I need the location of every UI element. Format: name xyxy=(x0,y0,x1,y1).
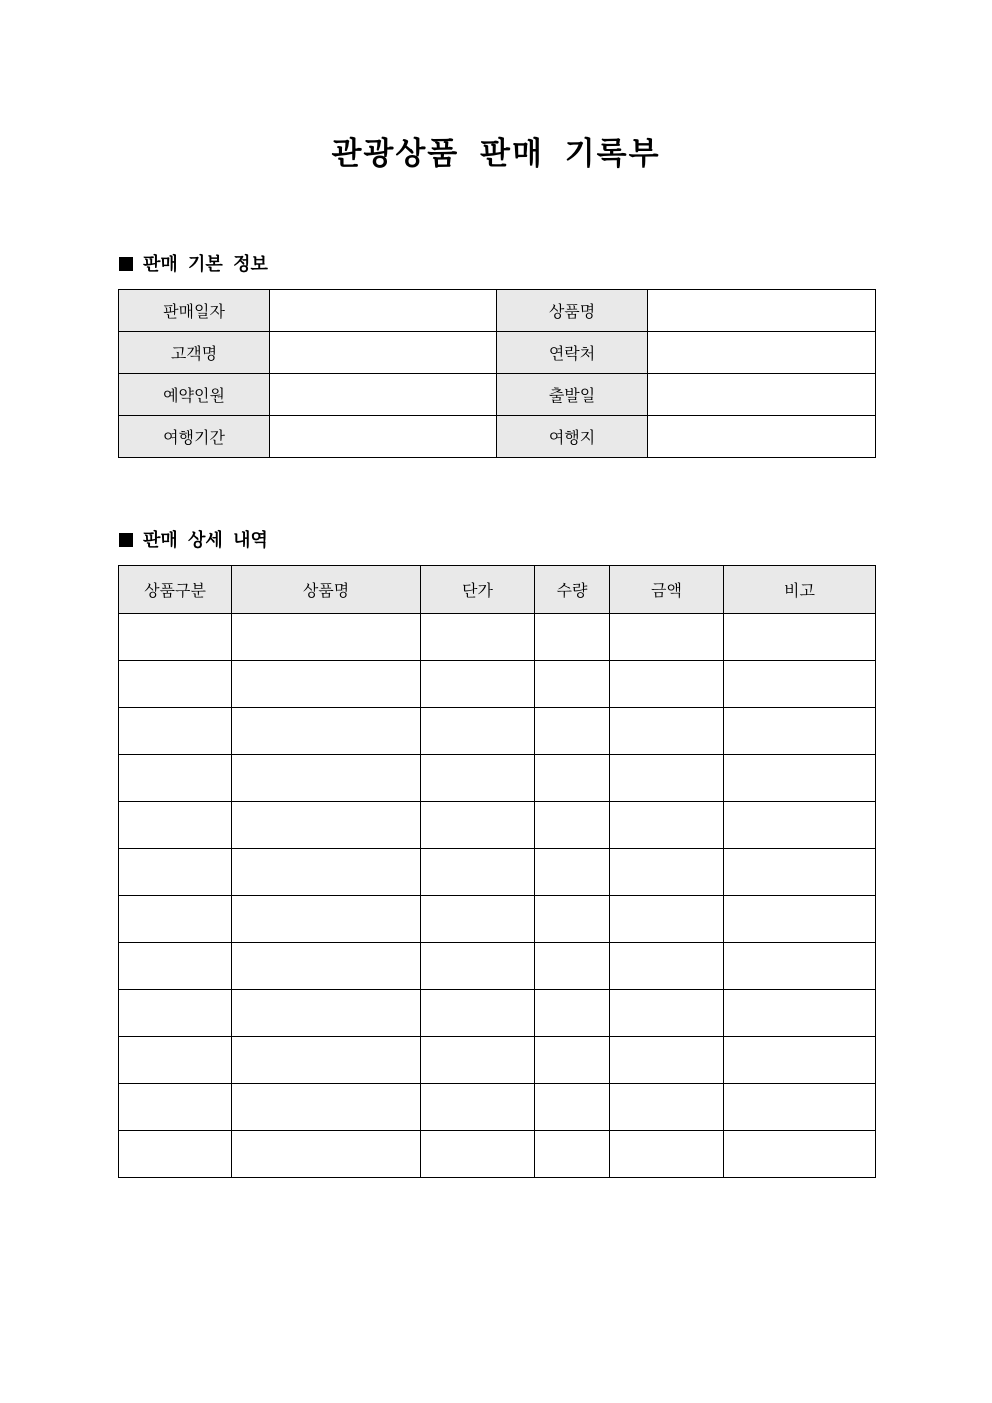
detail-column-header: 상품명 xyxy=(232,566,421,614)
detail-cell[interactable] xyxy=(119,1037,232,1084)
detail-cell[interactable] xyxy=(535,896,610,943)
basic-info-value-field[interactable] xyxy=(270,416,497,458)
detail-cell[interactable] xyxy=(232,614,421,661)
detail-cell[interactable] xyxy=(610,1037,724,1084)
detail-cell[interactable] xyxy=(724,896,876,943)
basic-info-row xyxy=(119,416,876,458)
basic-info-value-field[interactable] xyxy=(648,290,876,332)
detail-cell[interactable] xyxy=(119,990,232,1037)
basic-info-row xyxy=(119,290,876,332)
basic-info-row xyxy=(119,374,876,416)
detail-cell[interactable] xyxy=(724,1131,876,1178)
table-row xyxy=(119,896,876,943)
detail-cell[interactable] xyxy=(535,755,610,802)
document-title: 관광상품 판매 기록부 xyxy=(331,136,661,172)
detail-cell[interactable] xyxy=(535,802,610,849)
detail-cell[interactable] xyxy=(535,1084,610,1131)
detail-heading xyxy=(119,529,268,553)
detail-cell[interactable] xyxy=(535,1037,610,1084)
detail-cell[interactable] xyxy=(421,802,535,849)
table-row xyxy=(119,802,876,849)
basic-info-label: 여행지 xyxy=(497,416,648,458)
table-row xyxy=(119,708,876,755)
basic-info-label: 출발일 xyxy=(497,374,648,416)
detail-cell[interactable] xyxy=(119,661,232,708)
detail-cell[interactable] xyxy=(119,1084,232,1131)
detail-cell[interactable] xyxy=(535,661,610,708)
basic-info-heading-text: 판매 기본 정보 xyxy=(143,254,268,275)
detail-cell[interactable] xyxy=(232,849,421,896)
detail-cell[interactable] xyxy=(610,755,724,802)
detail-cell[interactable] xyxy=(724,708,876,755)
table-row xyxy=(119,1084,876,1131)
basic-info-label: 고객명 xyxy=(119,332,270,374)
detail-cell[interactable] xyxy=(119,614,232,661)
detail-cell[interactable] xyxy=(610,849,724,896)
table-row xyxy=(119,849,876,896)
detail-cell[interactable] xyxy=(724,849,876,896)
basic-info-value-field[interactable] xyxy=(270,290,497,332)
detail-cell[interactable] xyxy=(232,896,421,943)
detail-cell[interactable] xyxy=(119,802,232,849)
detail-cell[interactable] xyxy=(610,896,724,943)
basic-info-label: 연락처 xyxy=(497,332,648,374)
detail-cell[interactable] xyxy=(421,661,535,708)
detail-cell[interactable] xyxy=(724,661,876,708)
detail-cell[interactable] xyxy=(119,849,232,896)
detail-cell[interactable] xyxy=(724,1084,876,1131)
square-bullet-icon xyxy=(119,533,133,547)
sales-detail-table xyxy=(118,565,876,1178)
detail-cell[interactable] xyxy=(724,1037,876,1084)
detail-cell[interactable] xyxy=(535,943,610,990)
table-row xyxy=(119,614,876,661)
detail-cell[interactable] xyxy=(421,708,535,755)
basic-info-row xyxy=(119,332,876,374)
detail-cell[interactable] xyxy=(232,1084,421,1131)
table-row xyxy=(119,1131,876,1178)
basic-info-label: 예약인원 xyxy=(119,374,270,416)
detail-cell[interactable] xyxy=(232,802,421,849)
detail-cell[interactable] xyxy=(232,990,421,1037)
basic-info-label: 판매일자 xyxy=(119,290,270,332)
basic-info-table xyxy=(118,289,876,458)
detail-cell[interactable] xyxy=(724,943,876,990)
detail-column-header: 상품구분 xyxy=(119,566,232,614)
detail-cell[interactable] xyxy=(610,943,724,990)
detail-cell[interactable] xyxy=(610,614,724,661)
detail-cell[interactable] xyxy=(119,755,232,802)
detail-cell[interactable] xyxy=(421,1131,535,1178)
detail-cell[interactable] xyxy=(232,1037,421,1084)
detail-cell[interactable] xyxy=(119,943,232,990)
detail-cell[interactable] xyxy=(610,661,724,708)
detail-cell[interactable] xyxy=(610,802,724,849)
table-row xyxy=(119,990,876,1037)
detail-cell[interactable] xyxy=(232,661,421,708)
detail-cell[interactable] xyxy=(724,990,876,1037)
basic-info-value-field[interactable] xyxy=(648,332,876,374)
detail-cell[interactable] xyxy=(232,708,421,755)
detail-cell[interactable] xyxy=(232,1131,421,1178)
detail-cell[interactable] xyxy=(724,614,876,661)
detail-column-header: 단가 xyxy=(421,566,535,614)
detail-cell[interactable] xyxy=(535,708,610,755)
detail-cell[interactable] xyxy=(421,614,535,661)
basic-info-value-field[interactable] xyxy=(648,416,876,458)
table-row xyxy=(119,1037,876,1084)
basic-info-heading xyxy=(119,253,268,277)
detail-cell[interactable] xyxy=(421,990,535,1037)
basic-info-value-field[interactable] xyxy=(270,332,497,374)
detail-cell[interactable] xyxy=(610,708,724,755)
detail-cell[interactable] xyxy=(535,1131,610,1178)
table-row xyxy=(119,661,876,708)
detail-cell[interactable] xyxy=(724,802,876,849)
detail-cell[interactable] xyxy=(535,990,610,1037)
detail-column-header: 금액 xyxy=(610,566,724,614)
detail-cell[interactable] xyxy=(119,1131,232,1178)
detail-cell[interactable] xyxy=(421,943,535,990)
detail-cell[interactable] xyxy=(119,896,232,943)
detail-cell[interactable] xyxy=(421,1037,535,1084)
detail-cell[interactable] xyxy=(724,755,876,802)
detail-cell[interactable] xyxy=(421,849,535,896)
table-row xyxy=(119,943,876,990)
basic-info-value-field[interactable] xyxy=(270,374,497,416)
detail-cell[interactable] xyxy=(421,755,535,802)
detail-cell[interactable] xyxy=(610,1131,724,1178)
detail-cell[interactable] xyxy=(232,943,421,990)
detail-cell[interactable] xyxy=(421,896,535,943)
basic-info-value-field[interactable] xyxy=(648,374,876,416)
detail-cell[interactable] xyxy=(232,755,421,802)
detail-header-row xyxy=(119,566,876,614)
table-row xyxy=(119,755,876,802)
detail-heading-text: 판매 상세 내역 xyxy=(143,530,268,551)
basic-info-label: 상품명 xyxy=(497,290,648,332)
detail-column-header: 비고 xyxy=(724,566,876,614)
detail-cell[interactable] xyxy=(610,990,724,1037)
detail-cell[interactable] xyxy=(535,614,610,661)
detail-cell[interactable] xyxy=(535,849,610,896)
detail-cell[interactable] xyxy=(610,1084,724,1131)
detail-cell[interactable] xyxy=(119,708,232,755)
detail-cell[interactable] xyxy=(421,1084,535,1131)
detail-column-header: 수량 xyxy=(535,566,610,614)
square-bullet-icon xyxy=(119,257,133,271)
basic-info-label: 여행기간 xyxy=(119,416,270,458)
